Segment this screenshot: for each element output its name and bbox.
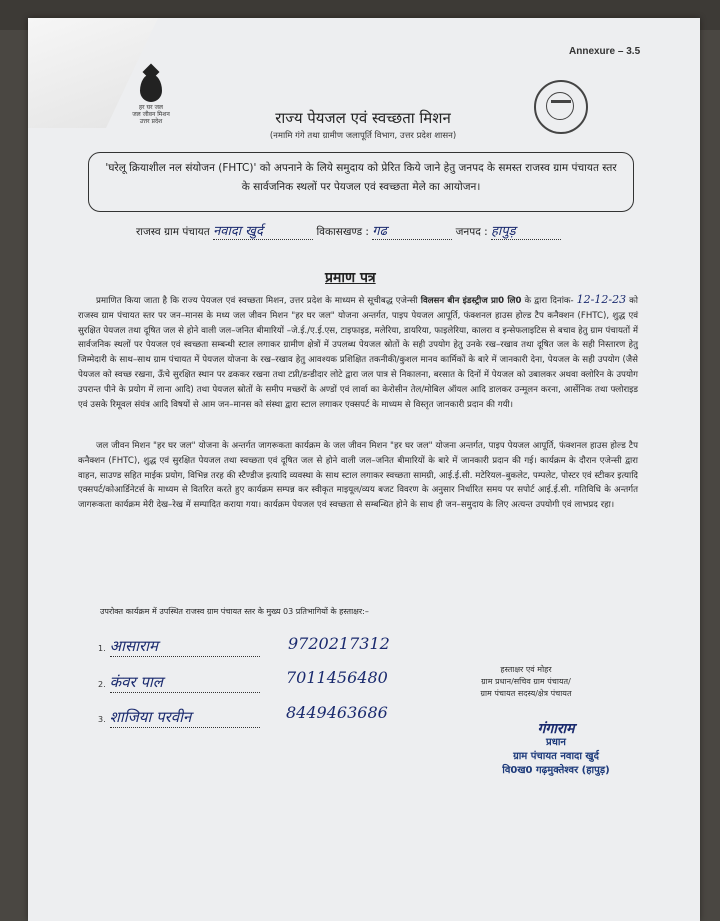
agency-name: विलसन बीन इंडस्ट्रीज प्रा0 लि0 xyxy=(420,296,522,306)
certificate-heading: प्रमाण पत्र xyxy=(325,270,376,286)
event-description-box: 'घरेलू क्रियाशील नल संयोजन (FHTC)' को अपनाने के लिये समुदाय को प्रेरित किये जाने हेतु जनपद के समस्त राजस्व ग्राम पंचायत स्तर के सार्वजनिक स्थलों पर पेयजल एवं स्वच्छता मेले का आयोजन। xyxy=(88,152,634,212)
participant-row-3: 3. शाजिया परवीन xyxy=(98,707,260,728)
pradhan-signature: गंगाराम xyxy=(537,721,575,737)
participant-name: शाजिया परवीन xyxy=(110,707,260,728)
page-subtitle: (नमामि गंगे तथा ग्रामीण जलापूर्ति विभाग, उत्तर प्रदेश शासन) xyxy=(269,131,457,141)
signatory-block: हस्ताक्षर एवं मोहर ग्राम प्रधान/सचिव ग्राम पंचायत/ ग्राम पंचायत सदस्य/क्षेत्र पंचायत xyxy=(480,665,572,698)
participant-name: आसाराम xyxy=(110,636,260,657)
har-ghar-jal-logo xyxy=(126,74,176,132)
participant-row-1: 1. आसाराम xyxy=(98,636,260,657)
logo-text: हर घर जल जल जीवन मिशन उत्तर प्रदेश xyxy=(132,104,170,125)
location-row: राजस्व ग्राम पंचायत नवादा खुर्द विकासखण्ड : गढ जनपद : हापुड़ xyxy=(136,221,561,240)
block-value: गढ xyxy=(372,221,452,240)
participants-intro: उपरोक्त कार्यक्रम में उपस्थित राजस्व ग्राम पंचायत स्तर के मुख्य 03 प्रतिभागियों के हस्ताक्षर:– xyxy=(100,607,369,616)
pradhan-stamp: गंगाराम प्रधान ग्राम पंचायत नवादा खुर्द वि0ख0 गढ़मुक्तेश्वर (हापुड़) xyxy=(476,722,636,778)
participant-phone: 9720217312 xyxy=(288,634,390,653)
certificate-paragraph-1: प्रमाणित किया जाता है कि राज्य पेयजल एवं स्वच्छता मिशन, उत्तर प्रदेश के माध्यम से सूचीबद्ध एजेन्सी विलसन बीन इंडस्ट्रीज प्रा0 लि0 के द्वारा दिनांक- 12-12-23 को राजस्व ग्राम पंचायत स्तर पर जन–मानस के मध्य जल जीवन मिशन "हर घर जल" योजना अन्तर्गत, पाइप पेयजल आपूर्ति, फंक्शनल हाउस होल्ड टैप कनैक्शन (FHTC), शुद्ध एवं सुरक्षित पेयजल तथा दूषित जल से होने वाली जल–जनित बीमारियों –जे.ई./ए.ई.एस, टाइफाइड, मलेरिया, डायरिया, फाइलेरिया, कालरा व इन्सेफलाइटिस से बचाव हेतु ग्राम पंचायतों में सार्वजनिक स्थलों पर पेयजल एवं स्वच्छता सम्बन्धी स्टाल लगाकर ग्रामीण क्षेत्रों में उपलब्ध पेयजल स्रोतों के सही उपयोग हेतु उनके रख–रखाव तथा दूषित जल के सही निस्तारण हेतु जिम्मेदारी के साथ–साथ ग्राम पंचायत में पेयजल योजना के रख–रखाव हेतु आवश्यक प्रशिक्षित तकनीकी/कुशल मानव कार्मिकों के बारे में जानकारी देना, पेयजल के सही उपयोग (जैसे पेयजल को स्वच्छ रखना, ऊँचे सुरक्षित स्थान पर ढककर रखना तथा टप्नी/डन्डीदार लोटे द्वारा जल पात्र से निकालना, बरसात के दिनों में पेयजल को उबालकर अथवा क्लोरिन के उपयोग उपरान्त पीने के प्रयोग में लाना आदि) तथा पेयजल स्रोतों के समीप मच्छरों के अण्डों एवं लार्वा का केरोसीन तेल/मोबिल ऑयल आदि डालकर उन्मूलन करना, आर्सेनिक तथा फ्लोराइड एवं उसके रिमूवल संयंत्र आदि विषयों से आम जन–मानस को संस्था द्वारा स्टाल लगाकर एक्सपर्ट के माध्यम से विस्तृत जानकारी प्रदान की गयी। xyxy=(78,293,638,410)
certificate-paragraph-2: जल जीवन मिशन "हर घर जल" योजना के अन्तर्गत जागरूकता कार्यक्रम के जल जीवन मिशन "हर घर जल" योजना अन्तर्गत, पाइप पेयजल आपूर्ति, फंक्शनल हाउस होल्ड टैप कनैक्शन (FHTC), शुद्ध एवं सुरक्षित पेयजल तथा स्वच्छता एवं दूषित जल से होने वाली जल–जनित बीमारियों के बारे में जानकारी प्रदान की गई। कार्यक्रम के दौरान एजेन्सी द्वारा वाहन, साउण्ड सहित माईक प्रयोग, विभिन्न तरह की स्टैण्डीज इत्यादि व्यवस्था के साथ स्टाल लगाकर स्वच्छता सामग्री, आई.ई.सी. मटेरियल–बुकलेट, पम्पलेट, पोस्टर एवं स्टीकर इत्यादि एक्सपर्ट/कोआर्डिनेटर्स के माध्यम से वितरित करते हुए कार्यक्रम सम्पन्न कर स्वीकृत माइयूल/व्यय बजट विवरण के अनुसार निर्धारित समय पर सपोर्ट आई.ई.सी. गतिविधि के अन्तर्गत जागरूकता कार्यक्रम मेरी देख–रेख में सम्पादित कराया गया। कार्यक्रम पेयजल एवं स्वच्छता से सम्बन्धित होने के साथ ही जन–समुदाय के लिए अत्यन्त उपयोगी एवं लाभप्रद रहा। xyxy=(78,441,638,511)
annexure-label: Annexure – 3.5 xyxy=(569,46,641,57)
district-value: हापुड़ xyxy=(491,221,561,240)
participant-name: कंवर पाल xyxy=(110,672,260,693)
participant-row-2: 2. कंवर पाल xyxy=(98,672,260,693)
water-drop-icon xyxy=(140,74,162,102)
participant-phone: 8449463686 xyxy=(286,703,388,722)
event-date: 12-12-23 xyxy=(576,293,627,306)
page-title: राज्य पेयजल एवं स्वच्छता मिशन xyxy=(275,109,451,127)
participant-phone: 7011456480 xyxy=(286,668,388,687)
up-govt-seal-icon xyxy=(534,80,588,134)
gram-panchayat-value: नवादा खुर्द xyxy=(213,221,313,240)
